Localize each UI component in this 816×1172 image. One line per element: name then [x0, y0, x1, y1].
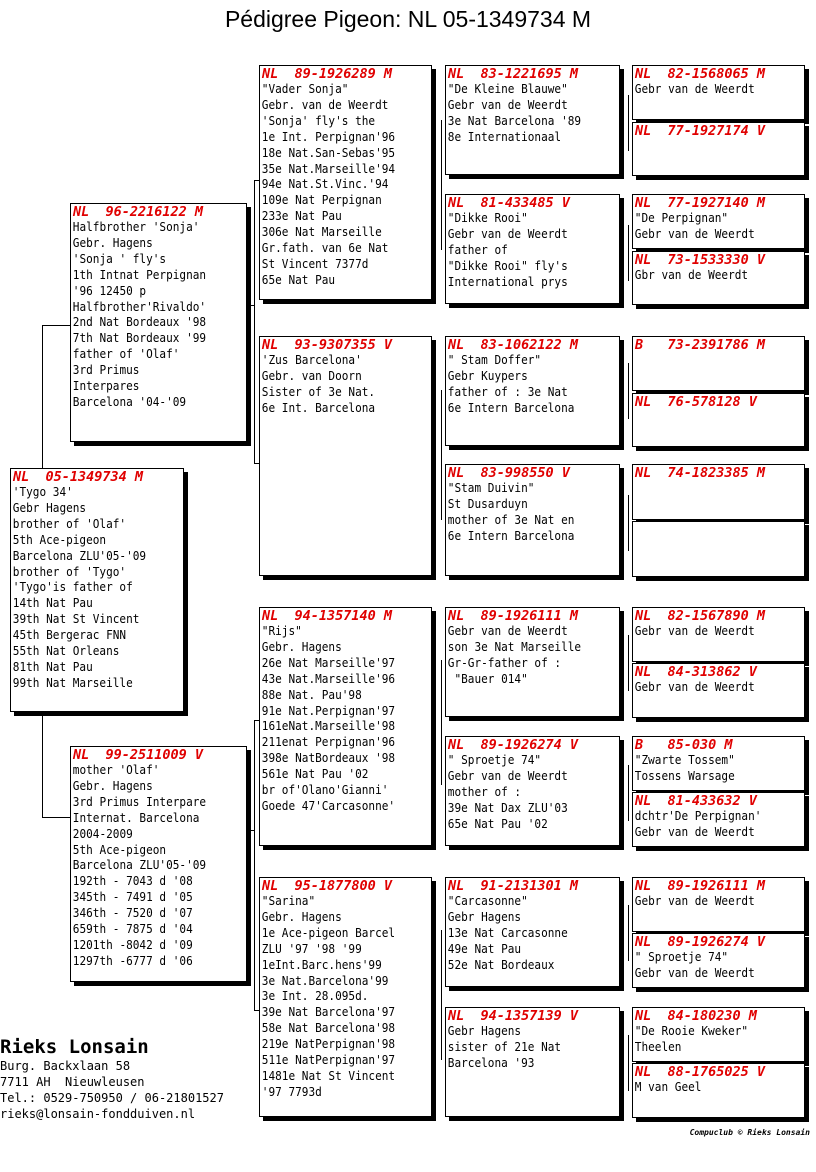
connector — [254, 180, 255, 463]
ancestor-card[interactable] — [632, 663, 805, 718]
ring-number: B 73-2391786 M — [635, 337, 766, 353]
pedigree-line: 91e Nat.Perpignan'97 — [261, 703, 396, 718]
pedigree-line: 233e Nat Pau — [261, 209, 342, 224]
pedigree-line: Barcelona '04-'09 — [72, 394, 187, 409]
pedigree-line: 398e NatBordeaux '98 — [261, 751, 396, 766]
connector — [42, 817, 70, 818]
pedigree-line: 659th - 7875 d '04 — [72, 922, 193, 937]
pedigree-line: 'Zus Barcelona' — [261, 353, 362, 367]
connector — [441, 660, 442, 785]
pedigree-line: 8e Internationaal — [447, 129, 562, 144]
pedigree-line: 346th - 7520 d '07 — [72, 906, 193, 921]
ring-number: NL 89-1926111 M — [635, 878, 766, 894]
pedigree-line: Gebr. Hagens — [261, 909, 342, 924]
pedigree-line: Gebr van de Weerdt — [634, 965, 755, 980]
subject-pigeon-card[interactable] — [10, 468, 184, 712]
ancestor-card[interactable] — [632, 336, 805, 391]
owner-phone: Tel.: 0529-750950 / 06-21801527 — [0, 1091, 224, 1105]
pedigree-line: 1eInt.Barc.hens'99 — [261, 957, 382, 972]
ring-number: NL 05-1349734 M — [13, 469, 144, 485]
pedigree-line: 13e Nat Carcasonne — [447, 925, 568, 940]
pedigree-line: Gebr van de Weerdt — [634, 894, 755, 908]
pedigree-line: Gebr van de Weerdt — [634, 226, 755, 241]
pedigree-line: 35e Nat.Marseille'94 — [261, 161, 396, 176]
pedigree-line: 1201th -8042 d '09 — [72, 937, 193, 952]
ancestor-card[interactable] — [632, 607, 805, 662]
connector — [628, 95, 629, 151]
ring-number: NL 77-1927140 M — [635, 195, 766, 211]
pedigree-line: Tossens Warsage — [634, 768, 735, 783]
pedigree-line: "Bauer 014" — [447, 671, 528, 686]
ring-number: NL 73-1533330 V — [635, 252, 766, 268]
connector — [441, 120, 442, 250]
pedigree-line: 345th - 7491 d '05 — [72, 890, 193, 905]
great-grandparent-card[interactable] — [445, 336, 620, 446]
pedigree-line: Theelen — [634, 1039, 682, 1054]
ring-number: NL 89-1926274 V — [635, 934, 766, 950]
pedigree-line: International prys — [447, 274, 568, 289]
pedigree-line: 52e Nat Bordeaux — [447, 957, 555, 972]
pedigree-line: Gebr Hagens — [12, 500, 87, 515]
pedigree-line: brother of 'Olaf' — [12, 516, 127, 531]
pedigree-line: 3e Int. 28.095d. — [261, 989, 369, 1004]
pedigree-line: Gebr Kuypers — [447, 368, 528, 383]
great-grandparent-card[interactable] — [445, 194, 620, 304]
pedigree-line: father of 'Olaf' — [72, 347, 180, 362]
pedigree-line: 1e Int. Perpignan'96 — [261, 129, 396, 144]
ring-number: NL 93-9307355 V — [262, 337, 393, 353]
ancestor-card[interactable] — [632, 251, 805, 305]
pedigree-line: Gbr van de Weerdt — [634, 268, 749, 282]
ring-number: NL 95-1877800 V — [262, 878, 393, 894]
ancestor-card[interactable] — [632, 393, 805, 447]
pedigree-line: Barcelona ZLU'05-'09 — [72, 858, 207, 873]
grandfather-maternal-card[interactable] — [259, 607, 432, 846]
pedigree-line: Gebr van de Weerdt — [447, 226, 568, 241]
owner-email[interactable]: rieks@lonsain-fondduiven.nl — [0, 1107, 196, 1121]
pedigree-line: Gebr van de Weerdt — [634, 82, 755, 96]
ancestor-card[interactable] — [632, 65, 805, 120]
pedigree-line: 511e NatPerpignan'97 — [261, 1053, 396, 1068]
pedigree-line: 2004-2009 — [72, 826, 133, 841]
ancestor-card[interactable] — [632, 736, 805, 791]
ring-number: NL 83-1221695 M — [448, 66, 579, 82]
ancestor-card[interactable] — [632, 194, 805, 249]
pedigree-line: Gebr van de Weerdt — [634, 624, 755, 638]
pedigree-line: 6e Intern Barcelona — [447, 528, 575, 543]
pedigree-line: 5th Ace-pigeon — [72, 842, 167, 857]
connector — [628, 1035, 629, 1091]
ring-number: B 85-030 M — [635, 737, 733, 753]
pedigree-line: Halfbrother'Rivaldo' — [72, 299, 207, 314]
pedigree-line: Gebr van de Weerdt — [634, 824, 755, 839]
pedigree-line: 3rd Primus Interpare — [72, 794, 207, 809]
pedigree-line: 45th Bergerac FNN — [12, 628, 127, 643]
connector — [628, 495, 629, 551]
pedigree-line: brother of 'Tygo' — [12, 564, 127, 579]
pedigree-line: "Dikke Rooi" fly's — [447, 258, 568, 273]
pedigree-line: ZLU '97 '98 '99 — [261, 941, 362, 956]
pedigree-line: "De Perpignan" — [634, 211, 729, 225]
ring-number: NL 83-1062122 M — [448, 337, 579, 353]
mother-card[interactable] — [70, 746, 247, 982]
pedigree-line: Gr.fath. van 6e Nat — [261, 241, 389, 256]
pedigree-line: 94e Nat.St.Vinc.'94 — [261, 177, 389, 192]
pedigree-line: Gebr Hagens — [447, 1024, 522, 1038]
pedigree-line: " Stam Doffer" — [447, 353, 542, 367]
pedigree-line: 3rd Primus — [72, 363, 140, 378]
connector — [247, 830, 254, 831]
ancestor-card[interactable] — [632, 877, 805, 932]
pedigree-line: sister of 21e Nat — [447, 1039, 562, 1054]
pedigree-line: Gebr. van Doorn — [261, 368, 362, 383]
pedigree-line: 306e Nat Marseille — [261, 225, 382, 240]
owner-block — [0, 1036, 224, 1122]
pedigree-line: Internat. Barcelona — [72, 810, 200, 825]
ring-number: NL 89-1926111 M — [448, 608, 579, 624]
connector — [254, 720, 255, 1010]
connector — [42, 325, 70, 326]
pedigree-line: 7th Nat Bordeaux '99 — [72, 331, 207, 346]
pedigree-line: Goede 47'Carcasonne' — [261, 798, 396, 813]
pedigree-line: 43e Nat.Marseille'96 — [261, 671, 396, 686]
pedigree-line: father of — [447, 242, 508, 257]
father-card[interactable] — [70, 203, 247, 442]
ancestor-card[interactable] — [632, 1007, 805, 1062]
pedigree-line: 39e Nat Barcelona'97 — [261, 1005, 396, 1020]
pedigree-line: 65e Nat Pau '02 — [447, 816, 548, 831]
ring-number: NL 94-1357139 V — [448, 1008, 579, 1024]
ring-number: NL 88-1765025 V — [635, 1064, 766, 1080]
pedigree-line: "De Kleine Blauwe" — [447, 82, 568, 96]
pedigree-line: "Stam Duivin" — [447, 481, 535, 495]
great-grandparent-card[interactable] — [445, 1007, 620, 1117]
pedigree-line: 39th Nat St Vincent — [12, 612, 140, 627]
ring-number: NL 84-180230 M — [635, 1008, 757, 1024]
pedigree-line: 49e Nat Pau — [447, 941, 522, 956]
pedigree-line: Gebr van de Weerdt — [634, 680, 755, 694]
pedigree-line: 39e Nat Dax ZLU'03 — [447, 800, 568, 815]
ring-number: NL 89-1926289 M — [262, 66, 393, 82]
pedigree-line: mother of : — [447, 784, 522, 799]
connector — [247, 305, 254, 306]
page-title: Pédigree Pigeon: NL 05-1349734 M — [224, 6, 592, 32]
pedigree-line: 2nd Nat Bordeaux '98 — [72, 315, 207, 330]
grandfather-paternal-card[interactable] — [259, 65, 432, 300]
great-grandparent-card[interactable] — [445, 736, 620, 846]
great-grandparent-card[interactable] — [445, 607, 620, 717]
connector — [441, 390, 442, 520]
pedigree-line: Barcelona ZLU'05-'09 — [12, 548, 147, 563]
pedigree-line: St Dusarduyn — [447, 496, 528, 511]
pedigree-line: Gebr Hagens — [447, 909, 522, 924]
pedigree-line: "Carcasonne" — [447, 894, 528, 908]
pedigree-line: 'Tygo 34' — [12, 485, 73, 499]
connector — [628, 765, 629, 821]
pedigree-line: father of : 3e Nat — [447, 384, 568, 399]
pedigree-line: 18e Nat.San-Sebas'95 — [261, 145, 396, 160]
pedigree-line: 65e Nat Pau — [261, 272, 336, 287]
pedigree-line: 55th Nat Orleans — [12, 644, 120, 659]
ring-number: NL 81-433632 V — [635, 793, 757, 809]
pedigree-line: 561e Nat Pau '02 — [261, 767, 369, 782]
ring-number: NL 82-1568065 M — [635, 66, 766, 82]
pedigree-line: 81th Nat Pau — [12, 659, 93, 674]
ancestor-card[interactable] — [632, 122, 805, 176]
connector — [628, 635, 629, 691]
grandmother-maternal-card[interactable] — [259, 877, 432, 1117]
pedigree-line: "Zwarte Tossem" — [634, 753, 735, 767]
pedigree-line: Gebr. Hagens — [72, 235, 153, 250]
ring-number: NL 83-998550 V — [448, 465, 570, 481]
ring-number: NL 96-2216122 M — [73, 204, 204, 220]
pedigree-line: 161eNat.Marseille'98 — [261, 719, 396, 734]
pedigree-line: 14th Nat Pau — [12, 596, 93, 611]
pedigree-line: Barcelona '93 — [447, 1055, 535, 1070]
pedigree-line: son 3e Nat Marseille — [447, 639, 582, 654]
ancestor-card[interactable] — [632, 933, 805, 988]
pedigree-line: '97 7793d — [261, 1084, 322, 1099]
pedigree-line: 'Sonja' fly's the — [261, 113, 376, 128]
pedigree-line: " Sproetje 74" — [634, 950, 729, 964]
grandmother-paternal-card[interactable] — [259, 336, 432, 576]
connector — [628, 225, 629, 281]
ring-number: NL 94-1357140 M — [262, 608, 393, 624]
pedigree-line: Gebr van de Weerdt — [447, 624, 568, 638]
pedigree-line: Gebr van de Weerdt — [447, 97, 568, 112]
pedigree-line: Gebr van de Weerdt — [447, 768, 568, 783]
pedigree-line: mother 'Olaf' — [72, 763, 160, 777]
pedigree-line: "Sarina" — [261, 894, 316, 908]
pedigree-line: M van Geel — [634, 1080, 702, 1094]
pedigree-line: 26e Nat Marseille'97 — [261, 655, 396, 670]
pedigree-line: "Vader Sonja" — [261, 82, 349, 96]
pedigree-line: 192th - 7043 d '08 — [72, 874, 193, 889]
connector — [42, 325, 43, 468]
pedigree-line: Gebr. van de Weerdt — [261, 97, 389, 112]
pedigree-line: 6e Intern Barcelona — [447, 400, 575, 415]
pedigree-line: "Dikke Rooi" — [447, 211, 528, 225]
connector — [628, 363, 629, 419]
pedigree-line: "Rijs" — [261, 624, 302, 638]
pedigree-line: 1e Ace-pigeon Barcel — [261, 925, 396, 940]
ring-number: NL 77-1927174 V — [635, 123, 766, 139]
great-grandparent-card[interactable] — [445, 877, 620, 987]
ring-number: NL 82-1567890 M — [635, 608, 766, 624]
pedigree-line: 3e Nat Barcelona '89 — [447, 113, 582, 128]
great-grandparent-card[interactable] — [445, 464, 620, 576]
owner-address: Burg. Backxlaan 58 — [0, 1059, 131, 1073]
pedigree-line: 6e Int. Barcelona — [261, 400, 376, 415]
ring-number: NL 89-1926274 V — [448, 737, 579, 753]
pedigree-line: " Sproetje 74" — [447, 753, 542, 767]
pedigree-line: 1297th -6777 d '06 — [72, 953, 193, 968]
pedigree-line: 109e Nat Perpignan — [261, 193, 382, 208]
ring-number — [633, 522, 804, 523]
pedigree-line: 88e Nat. Pau'98 — [261, 687, 362, 702]
pedigree-line: br of'Olano'Gianni' — [261, 783, 389, 798]
pedigree-line: 'Sonja ' fly's — [72, 251, 167, 266]
ring-number: NL 99-2511009 V — [73, 747, 204, 763]
ancestor-card-empty[interactable] — [632, 521, 805, 577]
pedigree-line: Halfbrother 'Sonja' — [72, 220, 200, 234]
pedigree-line: 1th Intnat Perpignan — [72, 267, 207, 282]
owner-name: Rieks Lonsain — [0, 1036, 149, 1058]
ancestor-card[interactable] — [632, 1063, 805, 1118]
pedigree-line: '96 12450 p — [72, 283, 147, 298]
pedigree-line: 5th Ace-pigeon — [12, 532, 107, 547]
ring-number: NL 76-578128 V — [635, 394, 757, 410]
connector — [441, 930, 442, 1060]
ancestor-card[interactable] — [632, 792, 805, 847]
connector — [42, 710, 43, 818]
pedigree-line: Gebr. Hagens — [72, 778, 153, 793]
ancestor-card[interactable] — [632, 464, 805, 520]
pedigree-line: 58e Nat Barcelona'98 — [261, 1021, 396, 1036]
pedigree-line: 3e Nat.Barcelona'99 — [261, 973, 389, 988]
pedigree-line: 219e NatPerpignan'98 — [261, 1037, 396, 1052]
footer-credit: Compuclub © Rieks Lonsain — [689, 1128, 810, 1137]
pedigree-line: 1481e Nat St Vincent — [261, 1068, 396, 1083]
ring-number: NL 74-1823385 M — [635, 465, 766, 481]
pedigree-line: St Vincent 7377d — [261, 256, 369, 271]
connector — [628, 905, 629, 961]
ring-number: NL 91-2131301 M — [448, 878, 579, 894]
ring-number: NL 84-313862 V — [635, 664, 757, 680]
great-grandparent-card[interactable] — [445, 65, 620, 175]
pedigree-line: dchtr'De Perpignan' — [634, 809, 762, 823]
pedigree-line: 211enat Perpignan'96 — [261, 735, 396, 750]
pedigree-line: Gr-Gr-father of : — [447, 655, 562, 670]
pedigree-line: 99th Nat Marseille — [12, 675, 133, 690]
pedigree-line: "De Rooie Kweker" — [634, 1024, 749, 1038]
pedigree-line: Gebr. Hagens — [261, 639, 342, 654]
ring-number: NL 81-433485 V — [448, 195, 570, 211]
owner-city: 7711 AH Nieuwleusen — [0, 1075, 145, 1089]
pedigree-line: 'Tygo'is father of — [12, 580, 133, 595]
pedigree-line: mother of 3e Nat en — [447, 512, 575, 527]
pedigree-line: Sister of 3e Nat. — [261, 384, 376, 399]
pedigree-line: Interpares — [72, 379, 140, 394]
